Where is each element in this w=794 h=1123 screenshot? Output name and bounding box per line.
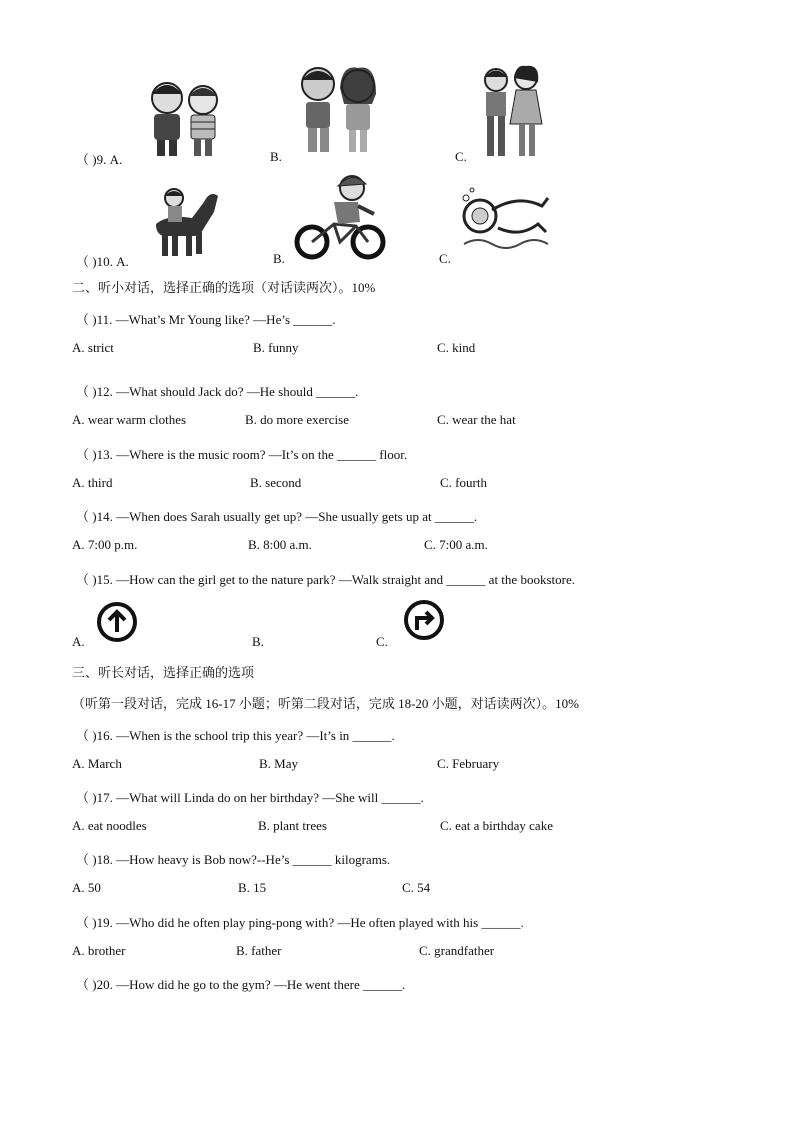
q14-option-b: B. 8:00 a.m. (248, 537, 312, 552)
q13-option-b: B. second (250, 475, 302, 490)
q9-option-b: B. (270, 149, 282, 164)
q10-stem: （ )10. A. (76, 254, 129, 269)
q14-option-c: C. 7:00 a.m. (424, 537, 488, 552)
q16-option-b: B. May (259, 756, 298, 771)
q9-option-c: C. (455, 149, 467, 164)
q14-option-a: A. 7:00 p.m. (72, 537, 138, 552)
q17-option-a: A. eat noodles (72, 818, 147, 833)
q19-option-a: A. brother (72, 943, 126, 958)
q19-option-c: C. grandfather (419, 943, 495, 958)
q11-option-b: B. funny (253, 340, 299, 355)
q15-option-a: A. (72, 634, 85, 649)
q17-option-c: C. eat a birthday cake (440, 818, 553, 833)
section-3-heading: 三、听长对话，选择正确的选项 (72, 665, 255, 680)
q17-stem: （ )17. —What will Linda do on her birthday? —She will ______. (76, 790, 424, 805)
q10-option-b: B. (273, 251, 285, 266)
q18-option-a: A. 50 (72, 880, 101, 895)
q10-picture-a-riding-horse (148, 184, 222, 260)
q9-picture-a-two-boys (145, 76, 223, 160)
q9-stem: （ )9. A. (76, 152, 123, 167)
q12-option-b: B. do more exercise (245, 412, 349, 427)
q13-option-a: A. third (72, 475, 113, 490)
q15-option-c: C. (376, 634, 388, 649)
q18-option-c: C. 54 (402, 880, 431, 895)
q19-option-b: B. father (236, 943, 282, 958)
q10-picture-b-cycling (294, 170, 386, 262)
q12-option-c: C. wear the hat (437, 412, 516, 427)
q10-option-c: C. (439, 251, 451, 266)
q13-option-c: C. fourth (440, 475, 487, 490)
q14-stem: （ )14. —When does Sarah usually get up? —She usually gets up at ______. (76, 509, 478, 524)
q9-picture-b-boy-and-girl (296, 64, 380, 160)
q16-option-c: C. February (437, 756, 500, 771)
q11-stem: （ )11. —What’s Mr Young like? —He’s ______. (76, 312, 336, 327)
q11-option-c: C. kind (437, 340, 476, 355)
go-straight-arrow-icon (96, 601, 138, 643)
section-2-heading: 二、听小对话，选择正确的选项（对话读两次）。10% (72, 280, 376, 295)
q9-picture-c-tall-boy-and-girl (476, 64, 548, 160)
q18-stem: （ )18. —How heavy is Bob now?--He’s ______ kilograms. (76, 852, 391, 867)
q10-picture-c-swimming (458, 184, 552, 260)
q15-stem: （ )15. —How can the girl get to the nature park? —Walk straight and ______ at the bookstore. (76, 572, 575, 587)
q16-stem: （ )16. —When is the school trip this year? —It’s in ______. (76, 728, 395, 743)
q11-option-a: A. strict (72, 340, 114, 355)
q12-option-a: A. wear warm clothes (72, 412, 187, 427)
q16-option-a: A. March (72, 756, 122, 771)
q12-stem: （ )12. —What should Jack do? —He should ______. (76, 384, 359, 399)
section-3-subheading: （听第一段对话，完成 16-17 小题；听第二段对话，完成 18-20 小题，对话读两次）。10% (72, 696, 579, 711)
q17-option-b: B. plant trees (258, 818, 327, 833)
q20-stem: （ )20. —How did he go to the gym? —He went there ______. (76, 977, 406, 992)
q13-stem: （ )13. —Where is the music room? —It’s on the ______ floor. (76, 447, 408, 462)
q15-option-b: B. (252, 634, 264, 649)
turn-right-arrow-icon (402, 599, 446, 641)
q19-stem: （ )19. —Who did he often play ping-pong with? —He often played with his ______. (76, 915, 524, 930)
q18-option-b: B. 15 (238, 880, 267, 895)
